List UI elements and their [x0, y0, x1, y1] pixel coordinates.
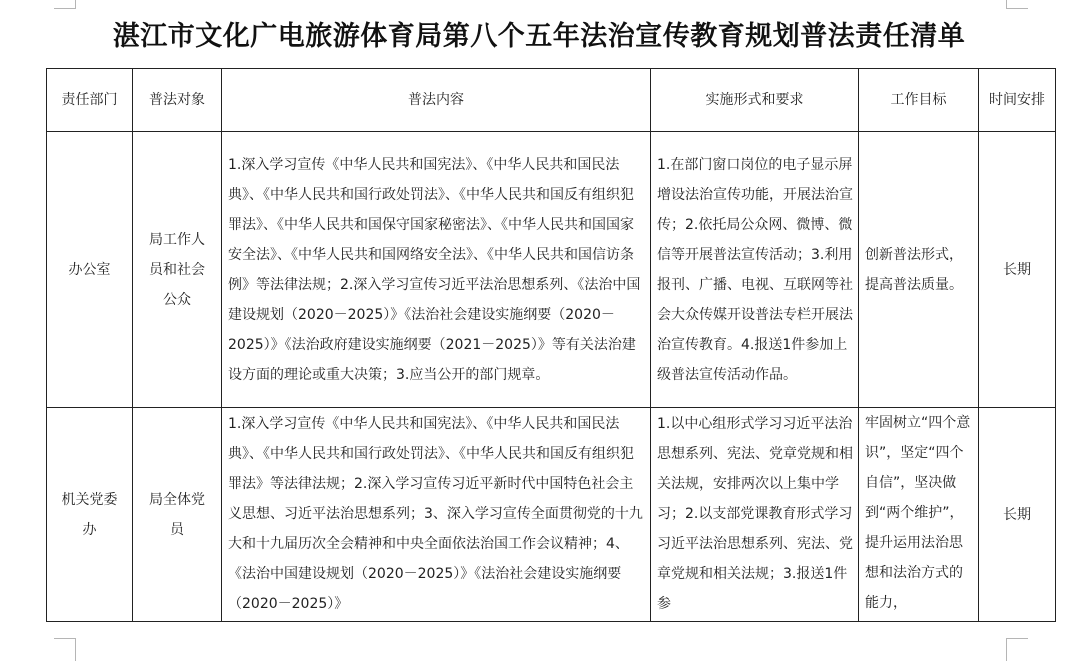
- table-header-row: [47, 69, 1056, 132]
- goal-cell: [859, 408, 979, 622]
- content-cell: 1.深入学习宣传《中华人民共和国宪法》、《中华人民共和国民法典》、《中华人民共和国行政处罚法》、《中华人民共和国反有组织犯罪法》、《中华人民共和国保守国家秘密法》、《中华人民共和国国家安全法》、《中华人民共和国网络安全法》、《中华人民共和国信访条例》等法律法规；2.深入学习宣传习近平法治思想系列、《法治中国建设规划（2020－2025）》《法治社会建设实施纲要（2020－2025）》《法治政府建设实施纲要（2021－2025）》等有关法治建设方面的理论或重大决策；3.应当公开的部门规章。: [222, 132, 651, 408]
- crop-mark-top-right: [1006, 0, 1028, 9]
- responsibility-table: [46, 68, 1056, 622]
- schedule-cell: 长期: [979, 132, 1056, 408]
- header-content: 普法内容: [222, 69, 651, 132]
- department-cell: 机关党委办: [47, 408, 133, 622]
- header-method: 实施形式和要求: [651, 69, 859, 132]
- schedule-cell: 长期: [979, 408, 1056, 622]
- audience-cell: 局全体党员: [133, 408, 222, 622]
- crop-mark-top-left: [54, 0, 76, 9]
- header-schedule: 时间安排: [979, 69, 1056, 132]
- audience-cell: 局工作人员和社会公众: [133, 132, 222, 408]
- department-cell: 办公室: [47, 132, 133, 408]
- method-cell-text: 1.以中心组形式学习习近平法治思想系列、宪法、党章党规和相关法规，安排两次以上集中学习；2.以支部党课教育形式学习习近平法治思想系列、宪法、党章党规和相关法规；3.报送1件参: [657, 416, 853, 612]
- table-row: [47, 408, 1056, 622]
- crop-mark-bottom-right: [1006, 638, 1028, 661]
- goal-cell-text: 牢固树立“四个意识”，坚定“四个自信”，坚决做到“两个维护”，提升运用法治思想和法治方式的能力，: [865, 415, 971, 611]
- goal-cell: 创新普法形式，提高普法质量。: [859, 132, 979, 408]
- header-audience: 普法对象: [133, 69, 222, 132]
- method-cell: 1.在部门窗口岗位的电子显示屏增设法治宣传功能，开展法治宣传；2.依托局公众网、微博、微信等开展普法宣传活动；3.利用报刊、广播、电视、互联网等社会大众传媒开设普法专栏开展法治宣传教育。4.报送1件参加上级普法宣传活动作品。: [651, 132, 859, 408]
- document-title: 湛江市文化广电旅游体育局第八个五年法治宣传教育规划普法责任清单: [112, 21, 966, 52]
- table-row: [47, 132, 1056, 408]
- method-cell: [651, 408, 859, 622]
- header-goal: 工作目标: [859, 69, 979, 132]
- content-cell-text: 1.深入学习宣传《中华人民共和国宪法》、《中华人民共和国民法典》、《中华人民共和国行政处罚法》、《中华人民共和国反有组织犯罪法》等法律法规；2.深入学习宣传习近平新时代中国特色社会主义思想、习近平法治思想系列；3、深入学习宣传全面贯彻党的十九大和十九届历次全会精神和中央全面依法治国工作会议精神；4、《法治中国建设规划（2020－2025）》《法治社会建设实施纲要（2020－2025）》: [228, 416, 643, 612]
- crop-mark-bottom-left: [54, 638, 76, 661]
- header-department: 责任部门: [47, 69, 133, 132]
- content-cell: [222, 408, 651, 622]
